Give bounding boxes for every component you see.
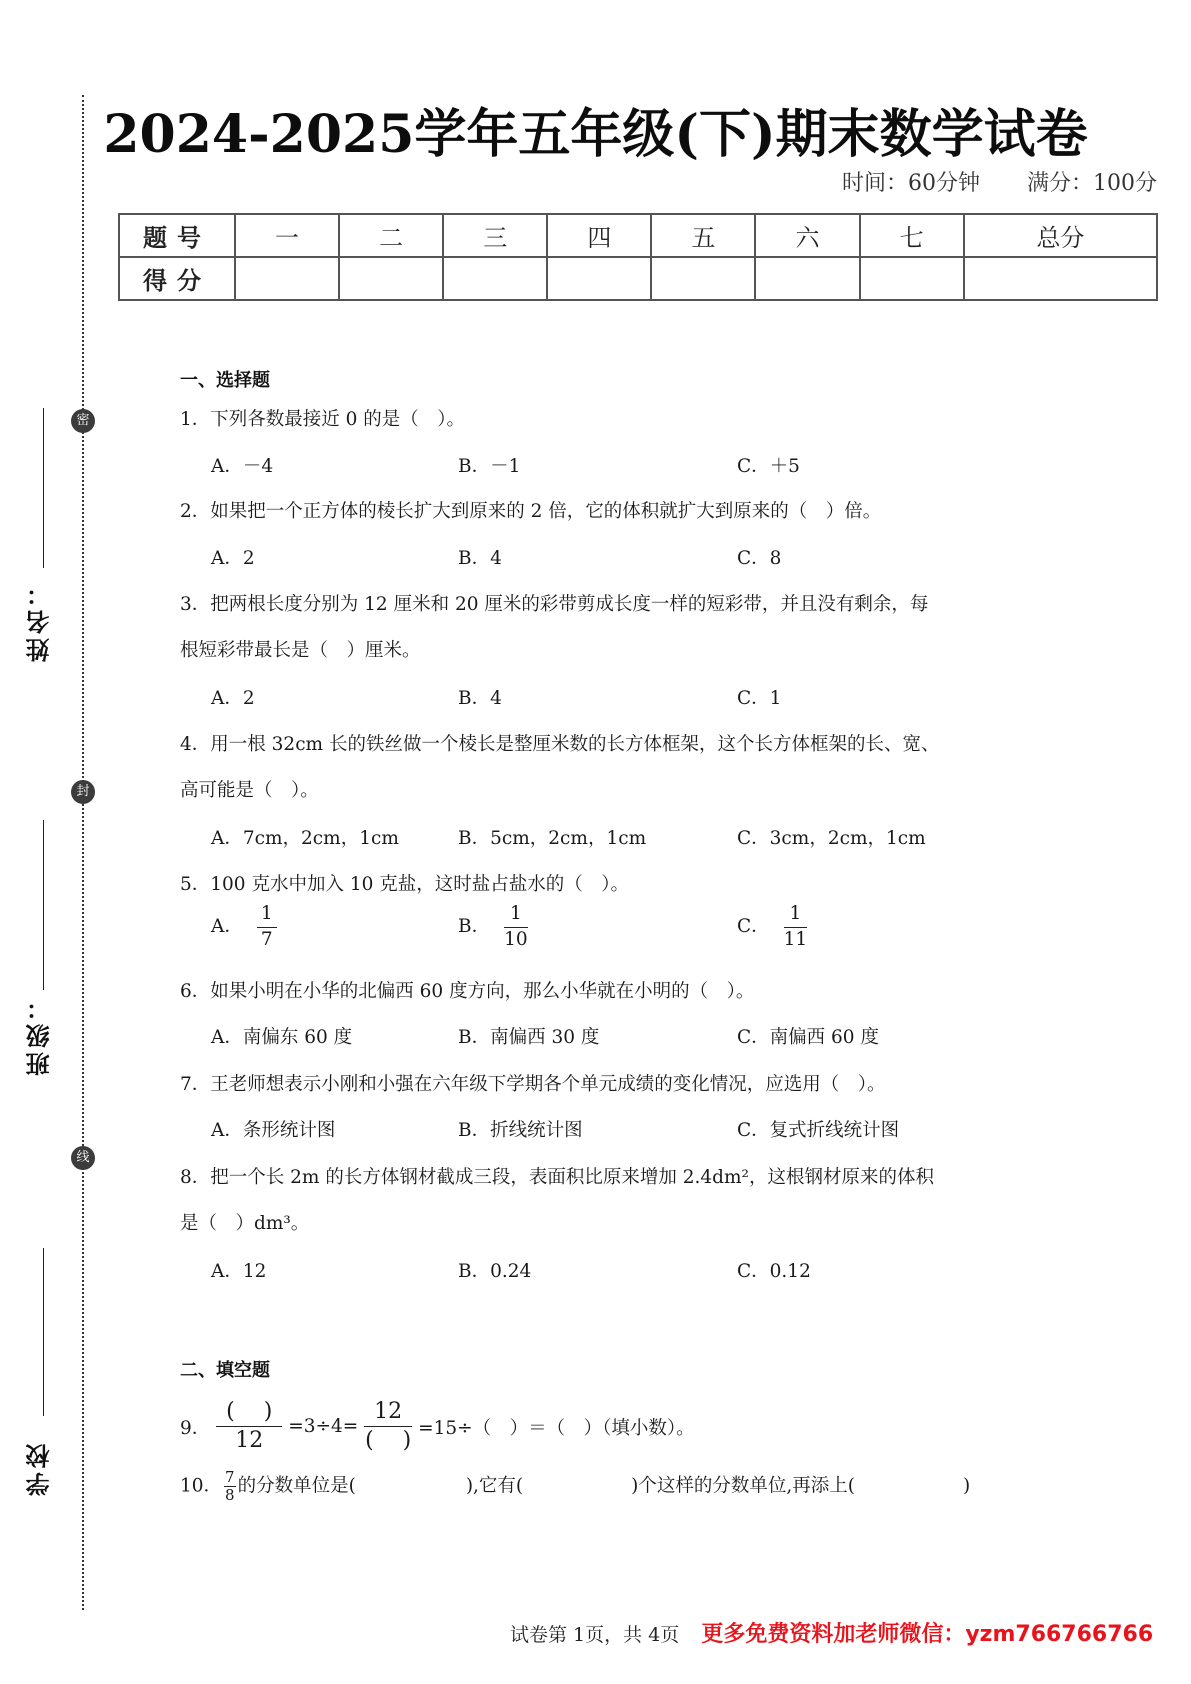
exam-meta xyxy=(842,166,1157,197)
denominator: 10 xyxy=(504,928,528,950)
question-7: 7．王老师想表示小刚和小强在六年级下学期各个单元成绩的变化情况，应选用（ ）。 xyxy=(180,1074,886,1095)
option-a[interactable]: A．2 xyxy=(211,688,255,709)
q10-text-2: ),它有( xyxy=(465,1475,524,1497)
fraction xyxy=(784,905,808,949)
seal-mi-icon: 密 xyxy=(71,409,95,433)
page-footer xyxy=(510,1617,1153,1648)
question-9 xyxy=(180,1400,695,1470)
seal-feng-icon: 封 xyxy=(71,780,95,804)
option-a[interactable]: A．条形统计图 xyxy=(211,1120,336,1141)
blank-numerator[interactable]: ( ) xyxy=(216,1400,282,1427)
question-1: 1．下列各数最接近 0 的是（ ）。 xyxy=(180,409,466,430)
class-field-label: 班级： xyxy=(26,992,54,1076)
option-c[interactable]: C．8 xyxy=(737,548,782,569)
option-b[interactable] xyxy=(458,905,528,949)
question-3: 3．把两根长度分别为 12 厘米和 20 厘米的彩带剪成长度一样的短彩带，并且没有剩余，每 xyxy=(180,594,929,615)
option-a[interactable]: A．南偏东 60 度 xyxy=(211,1027,353,1048)
school-field-line[interactable] xyxy=(43,1248,44,1416)
numerator: 1 xyxy=(784,905,808,928)
score-cell[interactable] xyxy=(755,257,859,300)
option-b[interactable]: B．4 xyxy=(458,688,502,709)
score-table-header-row xyxy=(119,214,1157,257)
blank-denominator[interactable]: ( ) xyxy=(365,1428,412,1454)
question-4: 4．用一根 32cm 长的铁丝做一个棱长是整厘米数的长方体框架，这个长方体框架的长、宽、 xyxy=(180,734,940,755)
numerator: 1 xyxy=(504,905,528,928)
option-b[interactable]: B．4 xyxy=(458,548,502,569)
score-cell-total[interactable] xyxy=(964,257,1157,300)
option-a[interactable]: A．7cm，2cm，1cm xyxy=(211,828,399,849)
fraction-1 xyxy=(216,1400,282,1453)
option-a[interactable] xyxy=(211,905,277,949)
question-4-line-2: 高可能是（ ）。 xyxy=(180,780,319,801)
question-5: 5．100 克水中加入 10 克盐，这时盐占盐水的（ ）。 xyxy=(180,874,630,895)
option-b[interactable]: B．折线统计图 xyxy=(458,1120,583,1141)
name-field-label: 姓名： xyxy=(26,578,54,662)
column-header-total: 总分 xyxy=(964,214,1157,257)
exam-time: 时间：60分钟 xyxy=(842,171,980,196)
score-cell[interactable] xyxy=(235,257,339,300)
q10-text-4: ) xyxy=(962,1475,971,1497)
question-number: 10． xyxy=(180,1475,223,1497)
option-c[interactable]: C．0.12 xyxy=(737,1261,811,1282)
class-field-line[interactable] xyxy=(43,820,44,990)
exam-full-score: 满分：100分 xyxy=(1027,171,1157,196)
option-a[interactable]: A．2 xyxy=(211,548,255,569)
option-a[interactable]: A．12 xyxy=(211,1261,267,1282)
q10-text-1: 的分数单位是( xyxy=(237,1475,356,1497)
question-2: 2．如果把一个正方体的棱长扩大到原来的 2 倍，它的体积就扩大到原来的（ ）倍。 xyxy=(180,501,882,522)
denominator: 8 xyxy=(225,1486,235,1504)
equation-middle: =3÷4= xyxy=(288,1416,359,1438)
score-cell[interactable] xyxy=(339,257,443,300)
fraction xyxy=(257,905,277,949)
question-8-line-2: 是（ ）dm³。 xyxy=(180,1213,310,1234)
question-10 xyxy=(180,1470,970,1503)
option-label: A． xyxy=(211,916,243,937)
binding-dotted-line xyxy=(82,95,84,1610)
numerator: 1 xyxy=(257,905,277,928)
score-cell[interactable] xyxy=(651,257,755,300)
denominator: 11 xyxy=(783,928,808,950)
question-6: 6．如果小明在小华的北偏西 60 度方向，那么小华就在小明的（ ）。 xyxy=(180,981,755,1002)
option-c[interactable]: C．复式折线统计图 xyxy=(737,1120,900,1141)
column-header: 七 xyxy=(860,214,964,257)
fraction-2 xyxy=(364,1400,412,1453)
column-header: 六 xyxy=(755,214,859,257)
q10-text-3: )个这样的分数单位,再添上( xyxy=(631,1475,855,1497)
fraction xyxy=(224,1470,236,1503)
question-number: 9． xyxy=(180,1417,211,1439)
score-cell[interactable] xyxy=(443,257,547,300)
option-label: C． xyxy=(737,916,770,937)
score-cell[interactable] xyxy=(860,257,964,300)
name-field-line[interactable] xyxy=(43,408,44,568)
fraction xyxy=(504,905,528,949)
column-header: 四 xyxy=(547,214,651,257)
option-label: B． xyxy=(458,916,491,937)
column-header: 一 xyxy=(235,214,339,257)
equation-tail: =15÷（ ）＝（ ）（填小数）。 xyxy=(418,1417,695,1439)
column-header: 二 xyxy=(339,214,443,257)
denominator: 12 xyxy=(235,1428,264,1454)
option-a[interactable]: A．－4 xyxy=(211,456,274,477)
row-label-question-number: 题号 xyxy=(119,214,235,257)
column-header: 三 xyxy=(443,214,547,257)
score-table xyxy=(118,213,1158,301)
option-c[interactable]: C．1 xyxy=(737,688,782,709)
option-b[interactable]: B．0.24 xyxy=(458,1261,532,1282)
option-c[interactable]: C．南偏西 60 度 xyxy=(737,1027,879,1048)
denominator: 7 xyxy=(260,928,273,950)
promo-text: 更多免费资料加老师微信：yzm766766766 xyxy=(701,1622,1154,1647)
section-title-fill-in: 二、填空题 xyxy=(180,1360,270,1381)
numerator: 7 xyxy=(225,1468,235,1486)
option-c[interactable]: C．3cm，2cm，1cm xyxy=(737,828,926,849)
option-b[interactable]: B．5cm，2cm，1cm xyxy=(458,828,647,849)
option-c[interactable]: C．＋5 xyxy=(737,456,800,477)
column-header: 五 xyxy=(651,214,755,257)
page-number: 试卷第 1页，共 4页 xyxy=(510,1624,680,1646)
row-label-score: 得分 xyxy=(119,257,235,300)
option-c[interactable] xyxy=(737,905,807,949)
school-field-label: 学校 xyxy=(26,1440,54,1496)
question-8: 8．把一个长 2m 的长方体钢材截成三段，表面积比原来增加 2.4dm²，这根钢材原来的体积 xyxy=(180,1167,934,1188)
option-b[interactable]: B．－1 xyxy=(458,456,521,477)
section-title-multiple-choice: 一、选择题 xyxy=(180,370,270,391)
seal-xian-icon: 线 xyxy=(71,1146,95,1170)
option-b[interactable]: B．南偏西 30 度 xyxy=(458,1027,600,1048)
page-title: 2024-2025学年五年级(下)期末数学试卷 xyxy=(103,104,1088,165)
numerator: 12 xyxy=(364,1400,412,1427)
question-3-line-2: 根短彩带最长是（ ）厘米。 xyxy=(180,640,421,661)
score-table-score-row xyxy=(119,257,1157,300)
score-cell[interactable] xyxy=(547,257,651,300)
